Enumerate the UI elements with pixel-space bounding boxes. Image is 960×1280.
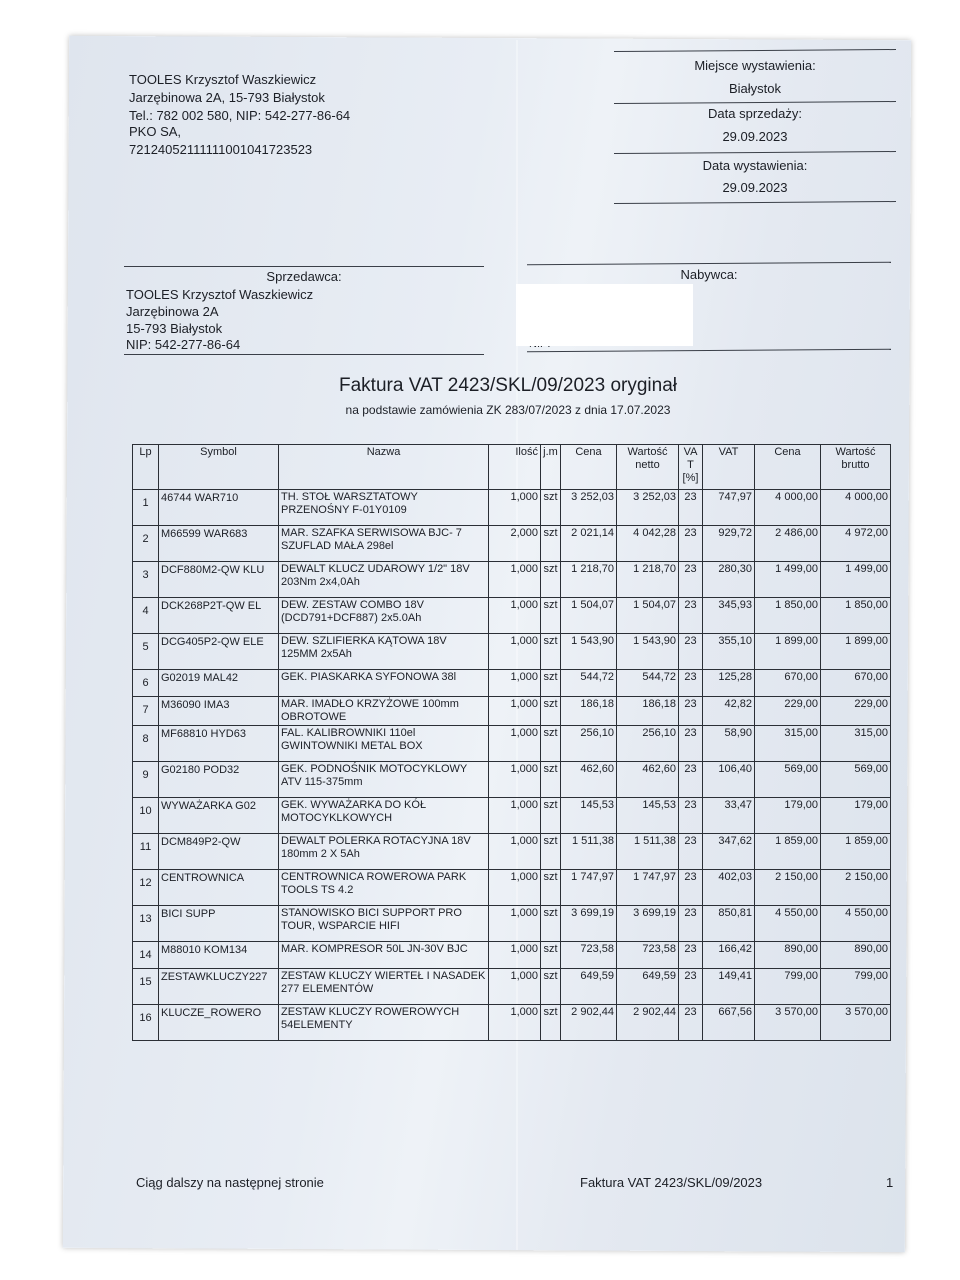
row-nazwa: TH. STOŁ WARSZTATOWY PRZENOŚNY F-01Y0109 bbox=[279, 490, 489, 526]
row-ilosc: 1,000 bbox=[489, 490, 541, 526]
header-netto: Wartość netto bbox=[617, 445, 679, 490]
row-brutto: 1 859,00 bbox=[821, 834, 891, 870]
row-cena-brutto: 179,00 bbox=[755, 798, 821, 834]
row-lp: 9 bbox=[133, 762, 159, 798]
row-ilosc: 1,000 bbox=[489, 697, 541, 726]
row-netto: 3 252,03 bbox=[617, 490, 679, 526]
row-vat-rate: 23 bbox=[679, 906, 703, 942]
row-symbol: DCM849P2-QW bbox=[159, 834, 279, 870]
row-brutto: 2 150,00 bbox=[821, 870, 891, 906]
row-vat-rate: 23 bbox=[679, 1005, 703, 1041]
row-cena: 1 504,07 bbox=[561, 598, 617, 634]
row-cena: 1 747,97 bbox=[561, 870, 617, 906]
row-jm: szt bbox=[541, 942, 561, 969]
row-netto: 1 504,07 bbox=[617, 598, 679, 634]
table-row bbox=[133, 906, 891, 942]
row-ilosc: 1,000 bbox=[489, 906, 541, 942]
row-vat: 667,56 bbox=[703, 1005, 755, 1041]
row-netto: 2 902,44 bbox=[617, 1005, 679, 1041]
row-cena-brutto: 315,00 bbox=[755, 726, 821, 762]
row-symbol: M66599 WAR683 bbox=[159, 526, 279, 562]
row-cena: 2 021,14 bbox=[561, 526, 617, 562]
row-ilosc: 1,000 bbox=[489, 726, 541, 762]
row-nazwa: STANOWISKO BICI SUPPORT PRO TOUR, WSPARCIE HIFI bbox=[279, 906, 489, 942]
footer-doc-ref: Faktura VAT 2423/SKL/09/2023 bbox=[580, 1175, 763, 1190]
table-row bbox=[133, 1005, 891, 1041]
row-cena-brutto: 4 550,00 bbox=[755, 906, 821, 942]
row-jm: szt bbox=[541, 1005, 561, 1041]
row-jm: szt bbox=[541, 726, 561, 762]
row-nazwa: DEW. ZESTAW COMBO 18V (DCD791+DCF887) 2x5.0Ah bbox=[279, 598, 489, 634]
row-symbol: G02019 MAL42 bbox=[159, 670, 279, 697]
table-row bbox=[133, 490, 891, 526]
row-netto: 3 699,19 bbox=[617, 906, 679, 942]
row-ilosc: 1,000 bbox=[489, 798, 541, 834]
row-nazwa: GEK. PODNOŚNIK MOTOCYKLOWY ATV 115-375mm bbox=[279, 762, 489, 798]
table-row bbox=[133, 526, 891, 562]
seller-name: TOOLES Krzysztof Waszkiewicz bbox=[126, 287, 314, 302]
sale-date-value: 29.09.2023 bbox=[722, 129, 788, 144]
row-cena-brutto: 569,00 bbox=[755, 762, 821, 798]
row-cena-brutto: 2 486,00 bbox=[755, 526, 821, 562]
row-symbol: DCK268P2T-QW EL bbox=[159, 598, 279, 634]
row-jm: szt bbox=[541, 762, 561, 798]
issue-date-label: Data wystawienia: bbox=[702, 158, 808, 173]
row-netto: 145,53 bbox=[617, 798, 679, 834]
row-netto: 649,59 bbox=[617, 969, 679, 1005]
row-jm: szt bbox=[541, 697, 561, 726]
row-vat: 345,93 bbox=[703, 598, 755, 634]
table-row bbox=[133, 798, 891, 834]
row-jm: szt bbox=[541, 670, 561, 697]
row-netto: 1 218,70 bbox=[617, 562, 679, 598]
row-vat-rate: 23 bbox=[679, 490, 703, 526]
row-vat: 149,41 bbox=[703, 969, 755, 1005]
row-vat-rate: 23 bbox=[679, 634, 703, 670]
row-ilosc: 1,000 bbox=[489, 969, 541, 1005]
row-jm: szt bbox=[541, 870, 561, 906]
row-cena-brutto: 3 570,00 bbox=[755, 1005, 821, 1041]
seller-divider-top bbox=[124, 266, 484, 267]
row-cena-brutto: 1 899,00 bbox=[755, 634, 821, 670]
row-cena: 2 902,44 bbox=[561, 1005, 617, 1041]
items-table-body bbox=[133, 490, 891, 1041]
row-brutto: 3 570,00 bbox=[821, 1005, 891, 1041]
table-row bbox=[133, 562, 891, 598]
row-cena-brutto: 890,00 bbox=[755, 942, 821, 969]
table-row bbox=[133, 762, 891, 798]
row-cena: 186,18 bbox=[561, 697, 617, 726]
row-nazwa: ZESTAW KLUCZY WIERTEŁ I NASADEK 277 ELEMENTÓW bbox=[279, 969, 489, 1005]
row-vat-rate: 23 bbox=[679, 670, 703, 697]
sale-date-label: Data sprzedaży: bbox=[708, 106, 802, 121]
table-row bbox=[133, 697, 891, 726]
seller-header-contact: Tel.: 782 002 580, NIP: 542-277-86-64 bbox=[129, 108, 351, 123]
row-brutto: 315,00 bbox=[821, 726, 891, 762]
row-brutto: 4 550,00 bbox=[821, 906, 891, 942]
row-vat-rate: 23 bbox=[679, 870, 703, 906]
row-cena-brutto: 229,00 bbox=[755, 697, 821, 726]
header-nazwa: Nazwa bbox=[279, 445, 489, 490]
row-cena: 1 218,70 bbox=[561, 562, 617, 598]
row-vat: 850,81 bbox=[703, 906, 755, 942]
row-symbol: M88010 KOM134 bbox=[159, 942, 279, 969]
row-ilosc: 1,000 bbox=[489, 870, 541, 906]
header-ilosc: Ilość bbox=[489, 445, 541, 490]
seller-city: 15-793 Białystok bbox=[126, 321, 223, 336]
seller-header-account: 72124052111111001041723523 bbox=[129, 142, 313, 157]
row-nazwa: MAR. SZAFKA SERWISOWA BJC- 7 SZUFLAD MAŁA 298el bbox=[279, 526, 489, 562]
row-netto: 1 747,97 bbox=[617, 870, 679, 906]
row-symbol: DCG405P2-QW ELE bbox=[159, 634, 279, 670]
place-label: Miejsce wystawienia: bbox=[694, 58, 816, 73]
seller-header-address: Jarzębinowa 2A, 15-793 Białystok bbox=[129, 90, 325, 105]
row-lp: 6 bbox=[133, 670, 159, 697]
row-cena-brutto: 4 000,00 bbox=[755, 490, 821, 526]
row-cena-brutto: 1 859,00 bbox=[755, 834, 821, 870]
row-nazwa: DEWALT POLERKA ROTACYJNA 18V 180mm 2 X 5Ah bbox=[279, 834, 489, 870]
row-nazwa: ZESTAW KLUCZY ROWEROWYCH 54ELEMENTY bbox=[279, 1005, 489, 1041]
table-row bbox=[133, 870, 891, 906]
header-symbol: Symbol bbox=[159, 445, 279, 490]
row-lp: 16 bbox=[133, 1005, 159, 1041]
row-lp: 2 bbox=[133, 526, 159, 562]
row-ilosc: 1,000 bbox=[489, 670, 541, 697]
row-brutto: 179,00 bbox=[821, 798, 891, 834]
footer-continued: Ciąg dalszy na następnej stronie bbox=[136, 1175, 324, 1190]
buyer-label: Nabywca: bbox=[680, 267, 738, 282]
row-jm: szt bbox=[541, 634, 561, 670]
row-symbol: MF68810 HYD63 bbox=[159, 726, 279, 762]
seller-divider-bottom bbox=[124, 354, 484, 355]
row-lp: 15 bbox=[133, 969, 159, 1005]
row-lp: 8 bbox=[133, 726, 159, 762]
row-cena: 723,58 bbox=[561, 942, 617, 969]
row-brutto: 670,00 bbox=[821, 670, 891, 697]
items-table bbox=[132, 444, 891, 1041]
row-lp: 13 bbox=[133, 906, 159, 942]
row-symbol: BICI SUPP bbox=[159, 906, 279, 942]
row-ilosc: 1,000 bbox=[489, 634, 541, 670]
row-symbol: 46744 WAR710 bbox=[159, 490, 279, 526]
row-brutto: 890,00 bbox=[821, 942, 891, 969]
header-cena: Cena bbox=[561, 445, 617, 490]
row-netto: 462,60 bbox=[617, 762, 679, 798]
row-cena: 3 252,03 bbox=[561, 490, 617, 526]
row-nazwa: MAR. IMADŁO KRZYŻOWE 100mm OBROTOWE bbox=[279, 697, 489, 726]
row-vat: 106,40 bbox=[703, 762, 755, 798]
row-nazwa: DEW. SZLIFIERKA KĄTOWA 18V 125MM 2x5Ah bbox=[279, 634, 489, 670]
header-brutto: Wartość brutto bbox=[821, 445, 891, 490]
table-row bbox=[133, 969, 891, 1005]
row-jm: szt bbox=[541, 906, 561, 942]
seller-header-bank: PKO SA, bbox=[129, 124, 182, 139]
row-ilosc: 1,000 bbox=[489, 598, 541, 634]
row-netto: 186,18 bbox=[617, 697, 679, 726]
row-vat-rate: 23 bbox=[679, 798, 703, 834]
row-lp: 11 bbox=[133, 834, 159, 870]
row-cena: 3 699,19 bbox=[561, 906, 617, 942]
row-vat-rate: 23 bbox=[679, 762, 703, 798]
table-row bbox=[133, 942, 891, 969]
table-row bbox=[133, 834, 891, 870]
row-symbol: KLUCZE_ROWERO bbox=[159, 1005, 279, 1041]
row-cena-brutto: 1 850,00 bbox=[755, 598, 821, 634]
row-lp: 12 bbox=[133, 870, 159, 906]
table-row bbox=[133, 726, 891, 762]
row-cena-brutto: 799,00 bbox=[755, 969, 821, 1005]
row-lp: 1 bbox=[133, 490, 159, 526]
row-nazwa: GEK. PIASKARKA SYFONOWA 38l bbox=[279, 670, 489, 697]
row-nazwa: DEWALT KLUCZ UDAROWY 1/2" 18V 203Nm 2x4,0Ah bbox=[279, 562, 489, 598]
row-lp: 4 bbox=[133, 598, 159, 634]
row-jm: szt bbox=[541, 598, 561, 634]
row-brutto: 1 899,00 bbox=[821, 634, 891, 670]
buyer-redaction bbox=[516, 284, 693, 346]
row-vat-rate: 23 bbox=[679, 969, 703, 1005]
row-vat: 929,72 bbox=[703, 526, 755, 562]
row-symbol: WYWAŻARKA G02 bbox=[159, 798, 279, 834]
row-cena: 1 511,38 bbox=[561, 834, 617, 870]
row-vat: 402,03 bbox=[703, 870, 755, 906]
row-brutto: 799,00 bbox=[821, 969, 891, 1005]
row-netto: 1 543,90 bbox=[617, 634, 679, 670]
row-cena: 649,59 bbox=[561, 969, 617, 1005]
row-vat: 347,62 bbox=[703, 834, 755, 870]
invoice-title: Faktura VAT 2423/SKL/09/2023 oryginał bbox=[339, 375, 677, 396]
row-vat: 280,30 bbox=[703, 562, 755, 598]
row-lp: 3 bbox=[133, 562, 159, 598]
row-vat-rate: 23 bbox=[679, 697, 703, 726]
header-vat: VAT bbox=[703, 445, 755, 490]
row-cena-brutto: 670,00 bbox=[755, 670, 821, 697]
header-vat-rate: VA T [%] bbox=[679, 445, 703, 490]
row-netto: 1 511,38 bbox=[617, 834, 679, 870]
row-vat: 747,97 bbox=[703, 490, 755, 526]
table-row bbox=[133, 598, 891, 634]
invoice-subtitle: na podstawie zamówienia ZK 283/07/2023 z dnia 17.07.2023 bbox=[345, 403, 671, 417]
row-jm: szt bbox=[541, 490, 561, 526]
row-jm: szt bbox=[541, 834, 561, 870]
row-ilosc: 1,000 bbox=[489, 762, 541, 798]
row-nazwa: GEK. WYWAŻARKA DO KÓŁ MOTOCYKLKOWYCH bbox=[279, 798, 489, 834]
row-cena: 1 543,90 bbox=[561, 634, 617, 670]
row-lp: 5 bbox=[133, 634, 159, 670]
row-brutto: 229,00 bbox=[821, 697, 891, 726]
row-netto: 4 042,28 bbox=[617, 526, 679, 562]
table-row bbox=[133, 634, 891, 670]
table-row bbox=[133, 670, 891, 697]
row-vat: 42,82 bbox=[703, 697, 755, 726]
row-brutto: 4 000,00 bbox=[821, 490, 891, 526]
row-symbol: CENTROWNICA bbox=[159, 870, 279, 906]
row-cena: 544,72 bbox=[561, 670, 617, 697]
row-vat-rate: 23 bbox=[679, 942, 703, 969]
row-jm: szt bbox=[541, 798, 561, 834]
row-brutto: 569,00 bbox=[821, 762, 891, 798]
row-brutto: 1 850,00 bbox=[821, 598, 891, 634]
row-symbol: DCF880M2-QW KLU bbox=[159, 562, 279, 598]
header-cena-brutto: Cena bbox=[755, 445, 821, 490]
header-lp: Lp bbox=[133, 445, 159, 490]
row-vat: 355,10 bbox=[703, 634, 755, 670]
row-symbol: M36090 IMA3 bbox=[159, 697, 279, 726]
row-vat: 166,42 bbox=[703, 942, 755, 969]
row-vat-rate: 23 bbox=[679, 598, 703, 634]
row-netto: 256,10 bbox=[617, 726, 679, 762]
row-nazwa: CENTROWNICA ROWEROWA PARK TOOLS TS 4.2 bbox=[279, 870, 489, 906]
row-lp: 14 bbox=[133, 942, 159, 969]
row-symbol: ZESTAWKLUCZY227 bbox=[159, 969, 279, 1005]
row-brutto: 4 972,00 bbox=[821, 526, 891, 562]
issue-date-value: 29.09.2023 bbox=[722, 180, 788, 195]
row-jm: szt bbox=[541, 969, 561, 1005]
footer-page-number: 1 bbox=[886, 1175, 894, 1190]
row-lp: 7 bbox=[133, 697, 159, 726]
row-vat-rate: 23 bbox=[679, 834, 703, 870]
row-ilosc: 1,000 bbox=[489, 834, 541, 870]
row-netto: 723,58 bbox=[617, 942, 679, 969]
row-jm: szt bbox=[541, 562, 561, 598]
header-jm: j.m bbox=[541, 445, 561, 490]
row-jm: szt bbox=[541, 526, 561, 562]
row-ilosc: 1,000 bbox=[489, 1005, 541, 1041]
row-nazwa: MAR. KOMPRESOR 50L JN-30V BJC bbox=[279, 942, 489, 969]
row-cena: 462,60 bbox=[561, 762, 617, 798]
row-ilosc: 1,000 bbox=[489, 562, 541, 598]
row-cena-brutto: 1 499,00 bbox=[755, 562, 821, 598]
row-cena: 145,53 bbox=[561, 798, 617, 834]
row-brutto: 1 499,00 bbox=[821, 562, 891, 598]
row-ilosc: 2,000 bbox=[489, 526, 541, 562]
row-vat-rate: 23 bbox=[679, 726, 703, 762]
row-vat: 58,90 bbox=[703, 726, 755, 762]
seller-nip: NIP: 542-277-86-64 bbox=[126, 337, 241, 352]
row-symbol: G02180 POD32 bbox=[159, 762, 279, 798]
seller-header-name: TOOLES Krzysztof Waszkiewicz bbox=[129, 72, 317, 87]
seller-label: Sprzedawca: bbox=[266, 269, 342, 284]
row-cena-brutto: 2 150,00 bbox=[755, 870, 821, 906]
row-nazwa: FAL. KALIBROWNIKI 110el GWINTOWNIKI METAL BOX bbox=[279, 726, 489, 762]
place-value: Białystok bbox=[728, 81, 782, 96]
row-vat-rate: 23 bbox=[679, 562, 703, 598]
row-netto: 544,72 bbox=[617, 670, 679, 697]
row-vat-rate: 23 bbox=[679, 526, 703, 562]
row-cena: 256,10 bbox=[561, 726, 617, 762]
row-lp: 10 bbox=[133, 798, 159, 834]
row-vat: 33,47 bbox=[703, 798, 755, 834]
row-ilosc: 1,000 bbox=[489, 942, 541, 969]
row-vat: 125,28 bbox=[703, 670, 755, 697]
seller-street: Jarzębinowa 2A bbox=[126, 304, 219, 319]
